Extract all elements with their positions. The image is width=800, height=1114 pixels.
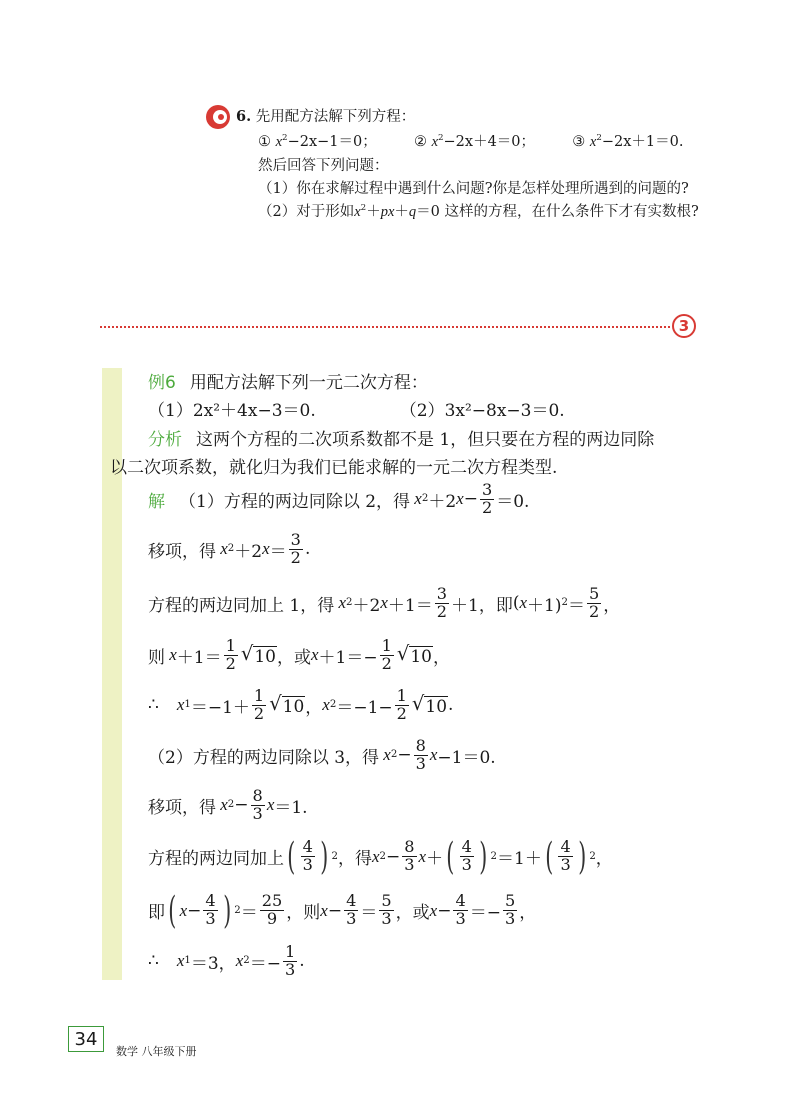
section-divider [100,326,670,328]
part1-equation: 2x²＋4x−3＝0. [192,401,316,421]
problem-6-q1: （1）你在求解过程中遇到什么问题?你是怎样处理所遇到的问题的? [258,181,689,197]
eq1-text: −2x−1＝0； [287,134,377,150]
exercise-icon [205,104,231,130]
problem-6-then: 然后回答下列问题： [258,158,389,174]
eq2-text: −2x＋4＝0； [443,134,536,150]
example-heading [148,368,428,393]
solution-label: 解 [148,491,165,512]
solution-step-6: （2）方程的两边同除以 3，得 x 2 − $\frac{8}{3}$ x −1＝0. [148,736,496,773]
solution-step-2: 移项，得 x 2 ＋2 x ＝ $\frac{3}{2}$ . [148,530,311,567]
solution-step-7: 移项，得 x 2 − $\frac{8}{3}$ x ＝1. [148,786,308,823]
solution-step-5: ∴ x 1 ＝−1＋ $\frac{1}{2}$ √ 10 ， x 2 ＝−1− $\frac{1}{2}$ √ 10 . [148,686,454,723]
solution-step-8: 方程的两边同加上 ( $\frac{4}{3}$ ) 2 ，得 x 2 − $\frac{8}{3}$ x ＋ ( $\frac{4}{3}$ ) 2 ＝1＋ ( $\frac{4}{3}$ ) 2 ， [148,834,613,878]
problem-intro: 先用配方法解下列方程： [255,109,416,125]
problem-6-q2: （2）对于形如$x^2+px+q=0$ 这样的方程，在什么条件下才有实数根? [258,203,699,220]
analysis-line-2: 以二次项系数，就化归为我们已能求解的一元二次方程类型. [110,458,558,478]
solution-step-4: 则 x ＋1＝ $\frac{1}{2}$ √ 10 ，或 x ＋1＝− $\frac{1}{2}$ √ 10 ， [148,636,450,673]
solution-step-1: 解 （1）方程的两边同除以 2，得 x 2 ＋2 x − $\frac{3}{2}$ ＝0. [148,480,530,517]
eq2-mark: ② [413,134,427,150]
example-label: 例6 [148,373,176,393]
eq3-text: −2x＋1＝0. [601,134,684,150]
section-number-badge: 3 [672,314,696,338]
solution-step-3: 方程的两边同加上 1，得 x 2 ＋2 x ＋1＝ $\frac{3}{2}$ ＋1 ，即 ( x ＋1) 2 ＝ $\frac{5}{2}$ ， [148,584,621,621]
part2-equation: 3x²−8x−3＝0. [444,401,565,421]
example-parts: （1） 2x²＋4x−3＝0. （2） 3x²−8x−3＝0. [148,396,565,421]
eq3-mark: ③ [572,134,586,150]
page-number: 34 [68,1026,104,1052]
problem-6-intro [236,110,415,125]
eq1-mark: ① [258,134,271,150]
analysis-line-1: 分析 这两个方程的二次项系数都不是 1，但只要在方程的两边同除 [148,425,654,450]
solution-step-9: 即 ( x − $\frac{4}{3}$ ) 2 ＝ $\frac{25}{9}$ ，则 x − $\frac{4}{3}$ ＝ $\frac{5}{3}$ ，或 x − $\frac{4}{3}$ ＝− $\frac{5}{3}$ ， [148,888,537,932]
example-title: 用配方法解下列一元二次方程： [189,373,428,393]
footer-book-title: 数学 八年级下册 [116,1045,197,1058]
analysis-label: 分析 [148,430,182,450]
problem-6-equations: ① $x^2-2x-1=0$； ② $x^2-2x+4=0$； ③ $x^2-2x+1=0$. [258,133,684,150]
solution-step-10: ∴ x 1 ＝3， x 2 ＝− $\frac{1}{3}$ . [148,942,305,979]
problem-number: 6. [236,108,252,125]
